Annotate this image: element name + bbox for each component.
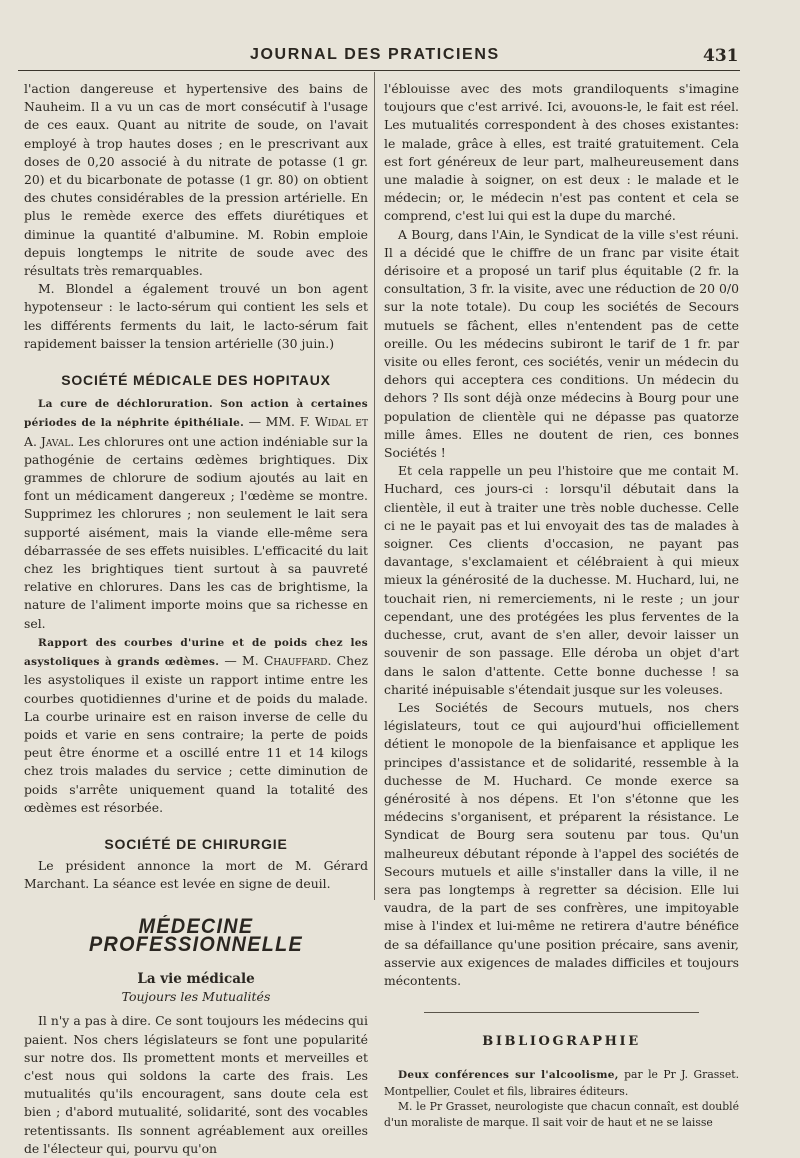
paragraph-body: Chez les asystoliques il existe un rapport intime entre les courbes quotidiennes d'urine et de poids du malade. La courbe urinaire est en raison inverse de celle du poids et varie en sens contraire; la perte de poids peut être énorme et a oscillé entre 11 et 14 kilogs chez trois malades du service ; cette diminution de poids s'arrête uniquement quand la totalité des œdèmes est résorbée. [24, 653, 368, 815]
paragraph-lead: La cure de déchloruration. Son action à certaines périodes de la néphrite épithéliale. [24, 398, 368, 430]
paragraph-asystoliques [24, 633, 368, 817]
header-rule [18, 70, 740, 71]
page-number: 431 [703, 46, 739, 66]
paragraph: l'éblouisse avec des mots grandiloquents s'imagine toujours que c'est arrivé. Ici, avouons-le, le fait est réel. Les mutualités correspondent à des choses existantes: le malade, grâce à elles, est traité gratuitement. Cela est fort généreux de leur part, malheureusement dans une maladie à soigner, on est deux : le malade et le médecin; or, le médecin n'est pas content et cela se comprend, c'est lui qui est la dupe du marché. [384, 81, 739, 224]
article-title: La vie médicale [137, 970, 255, 987]
section-heading-chirurgie: SOCIÉTÉ DE CHIRURGIE [104, 835, 288, 852]
running-head [0, 46, 800, 70]
paragraph-authors: — MM. F. Widal et A. Javal. [24, 414, 369, 449]
paragraph: l'action dangereuse et hypertensive des bains de Nauheim. Il a vu un cas de mort consécutif à l'usage de ces eaux. Quant au nitrite de soude, on l'avait employé à trop hautes doses ; en le prescrivant aux doses de 0,20 associé à du nitrate de potasse (1 gr. 20) et du bicarbonate de potasse (1 gr. 80) on obtient des chutes considérables de la pression artérielle. En plus le remède exerce des effets diurétiques et diminue la quantité d'albumine. M. Robin emploie depuis longtemps le nitrite de soude avec des résultats très remarquables. [24, 81, 368, 279]
book-details: par le Pr J. Grasset. Montpellier, Coulet et fils, libraires éditeurs. [384, 1068, 739, 1098]
paragraph: M. Blondel a également trouvé un bon agent hypotenseur : le lacto-sérum qui contient les sels et les différents ferments du lait, le lacto-sérum fait rapidement baisser la tension artérielle (30 juin.) [24, 281, 368, 351]
book-title: Deux conférences sur l'alcoolisme, [398, 1069, 619, 1082]
section-heading-bibliographie: BIBLIOGRAPHIE [482, 1034, 641, 1050]
bibliography-entry [384, 1067, 739, 1099]
left-column [24, 80, 368, 1158]
paragraph-authors: — M. Chauffard. [219, 653, 332, 669]
paragraph: Et cela rappelle un peu l'histoire que me contait M. Huchard, ces jours-ci : lorsqu'il débutait dans la clientèle, il eut à traiter une très noble duchesse. Celle ci ne le payait pas et lui envoyait des tas de malades à soigner. Ces clients d'occasion, ne payant pas davantage, s'exclamaient et célébraient à qui mieux mieux la générosité de la duchesse. M. Huchard, lui, ne touchait rien, ni remerciements, ni le reste ; un jour cependant, une des protégées les plus ferventes de la duchesse, crut, avant de s'en aller, devoir laisser un souvenir de son passage. Elle déroba un objet d'art dans le salon d'attente. Cette bonne duchesse ! sa charité inépuisable s'étendait jusque sur les voleuses. [384, 463, 739, 697]
section-heading-hopitaux: SOCIÉTÉ MÉDICALE DES HOPITAUX [61, 372, 331, 389]
section-title-medecine-professionnelle: MÉDECINE PROFESSIONNELLE [89, 914, 303, 956]
paragraph: M. le Pr Grasset, neurologiste que chacun connaît, est doublé d'un moraliste de marque. Il sait voir de haut et ne se laisse [384, 1100, 739, 1129]
paragraph: Il n'y a pas à dire. Ce sont toujours les médecins qui paient. Nos chers législateurs se font une popularité sur notre dos. Ils promettent monts et merveilles et c'est nous qui soldons la carte des frais. Les mutualités qu'ils encouragent, sans doute cela est bien ; d'abord mutualité, solidarité, sont des vocables retentissants. Ils sonnent agréablement aux oreilles de l'électeur qui, pourvu qu'on [24, 1013, 368, 1156]
column-divider [374, 72, 375, 900]
paragraph-body: Les chlorures ont une action indéniable sur la pathogénie de certains œdèmes brightiques. Dix grammes de chlorure de sodium ajoutés au lait en font un médicament dangereux ; l'œdème se montre. Supprimez les chlorures ; non seulement le lait sera supporté aisément, mais la viande elle-même sera débarrassée de ses effets nuisibles. L'efficacité du lait chez les brightiques tient surtout à sa pauvreté relative en chlorures. Dans les cas de brightisme, la nature de l'aliment importe moins que sa richesse en sel. [24, 433, 368, 631]
paragraph: A Bourg, dans l'Ain, le Syndicat de la ville s'est réuni. Il a décidé que le chiffre de un franc par visite était dérisoire et a proposé un tarif plus équitable (2 fr. la consultation, 3 fr. la visite, avec une réduction de 20 0/0 sur la note totale). Du coup les sociétés de Secours mutuels se fâchent, elles n'entendent pas de cette oreille. Ou les médecins subiront le tarif de 1 fr. par visite ou elles feront, ces sociétés, venir un médecin du dehors qui acceptera ces conditions. Un médecin du dehors ? Ils sont déjà onze médecins à Bourg pour une population de clientèle qui ne dépasse pas quatorze mille âmes. Elles ne doutent de rien, ces bonnes Sociétés ! [384, 226, 739, 461]
paragraph-lead: Rapport des courbes d'urine et de poids chez les asystoliques à grands œdèmes. [24, 636, 368, 669]
paragraph: Le président annonce la mort de M. Gérard Marchant. La séance est levée en signe de deuil. [24, 858, 368, 892]
article-subtitle: Toujours les Mutualités [121, 989, 271, 1005]
paragraph: Les Sociétés de Secours mutuels, nos chers législateurs, tout ce qui aujourd'hui officiellement détient le monopole de la bienfaisance et applique les principes d'assistance et de solidarité, ressemble à la duchesse de M. Huchard. Ce monde exerce sa générosité à nos dépens. Et l'on s'étonne que les médecins s'organisent, et préparent la résistance. Le Syndicat de Bourg sera soutenu par tous. Qu'un malheureux débutant réponde à l'appel des sociétés de Secours mutuels et aille s'installer dans la ville, il ne sera pas longtemps à regretter sa décision. Elle lui vaudra, de la part de ses confrères, une impitoyable mise à l'index et lui-même ne retirera d'autre bénéfice de sa défaillance qu'une position précaire, sans avenir, asservie aux exigences de malades difficiles et toujours mécontents. [384, 699, 739, 988]
paragraph-dechloruration [24, 394, 368, 633]
right-column [384, 80, 739, 1130]
journal-title: JOURNAL DES PRATICIENS [250, 46, 500, 63]
